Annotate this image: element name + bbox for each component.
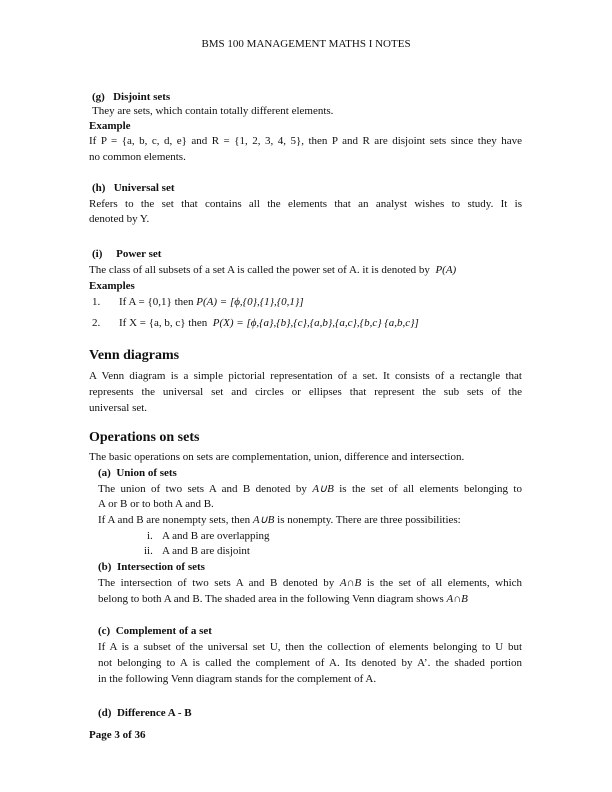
text: The class of all subsets of a set A is called the power set of A. it is denoted by (89, 264, 430, 276)
text (119, 296, 304, 309)
list-item (144, 545, 250, 558)
label: (h) (92, 182, 106, 194)
label: (d) (98, 707, 112, 719)
text: A and B are overlapping (162, 530, 270, 542)
title: Power set (116, 248, 162, 260)
text: If P = {a, b, c, d, e} and R = {1, 2, 3, 4, 5}, then P and R are disjoint sets since they have (89, 135, 522, 147)
text (98, 483, 522, 496)
text: A Venn diagram is a simple pictorial representation of a set. It consists of a rectangle that (89, 370, 522, 382)
section-h-heading (92, 182, 175, 195)
label: (c) (98, 625, 111, 637)
page-footer: Page 3 of 36 (89, 729, 146, 741)
label: (a) (98, 467, 111, 479)
title: Disjoint sets (113, 91, 171, 103)
t: If A = {0,1} then (119, 296, 194, 308)
text (98, 577, 522, 590)
math: A∩B (339, 577, 362, 589)
text: If A is a subset of the universal set U, then the collection of elements belonging to U but (98, 641, 522, 653)
num: 2. (92, 317, 101, 329)
text: represents the universal set and circles or ellipses that represent the sub sets of the (89, 386, 522, 398)
text: A or B or to both A and B. (98, 498, 214, 510)
list-item (92, 296, 304, 309)
section-g-heading (92, 91, 170, 104)
t: The union of two sets A and B denoted by (98, 483, 307, 495)
section-a-heading (98, 467, 177, 480)
text: Refers to the set that contains all the elements that an analyst wishes to study. It is (89, 198, 522, 210)
text (98, 514, 461, 527)
t: belong to both A and B. The shaded area in the following Venn diagram shows (98, 593, 444, 605)
section-i-heading (92, 248, 161, 261)
text: The basic operations on sets are complementation, union, difference and intersection. (89, 451, 465, 463)
text: in the following Venn diagram stands for the complement of A. (98, 673, 377, 685)
examples-label: Examples (89, 280, 135, 292)
text (89, 264, 456, 277)
text: not belonging to A is called the complement of A. Its denoted by A’. the shaded portion (98, 657, 522, 669)
text: A and B are disjoint (162, 545, 250, 557)
section-d-heading (98, 707, 192, 720)
label: (b) (98, 561, 112, 573)
t: is nonempty. There are three possibilities: (277, 514, 461, 526)
section-c-heading (98, 625, 212, 638)
title: Universal set (113, 182, 175, 194)
text: They are sets, which contain totally different elements. (92, 105, 334, 117)
page-header: BMS 100 MANAGEMENT MATHS I NOTES (201, 38, 411, 50)
math: A∪B (252, 514, 275, 526)
math: A∪B (312, 483, 334, 495)
num: ii. (144, 545, 153, 557)
text (119, 317, 419, 330)
operations-heading: Operations on sets (89, 430, 200, 445)
title: Union of sets (116, 467, 177, 479)
formula: P(X) = [ϕ,{a},{b},{c},{a,b},{a,c},{b,c} {a,b,c}] (212, 317, 419, 329)
title: Complement of a set (115, 625, 212, 637)
formula: P(A) = [ϕ,{0},{1},{0,1}] (196, 296, 304, 308)
num: i. (147, 530, 153, 542)
t: is the set of all elements, which (366, 577, 523, 589)
t: If X = {a, b, c} then (119, 317, 208, 329)
title: Intersection of sets (116, 561, 205, 573)
text: universal set. (89, 402, 148, 414)
label: (i) (92, 248, 103, 260)
text (98, 593, 468, 606)
math: P(A) (435, 264, 457, 276)
t: The intersection of two sets A and B denoted by (98, 577, 335, 589)
venn-heading: Venn diagrams (89, 348, 180, 363)
list-item (92, 317, 419, 330)
list-item (147, 530, 270, 543)
t: is the set of all elements belonging to (339, 483, 522, 495)
text: no common elements. (89, 151, 186, 163)
title: Difference A - B (116, 707, 192, 719)
t: If A and B are nonempty sets, then (98, 514, 251, 526)
label: (g) (92, 91, 105, 103)
example-label: Example (89, 120, 131, 132)
math: A∩B (446, 593, 468, 605)
section-b-heading (98, 561, 205, 574)
text: denoted by Y. (89, 213, 150, 225)
num: 1. (92, 296, 101, 308)
